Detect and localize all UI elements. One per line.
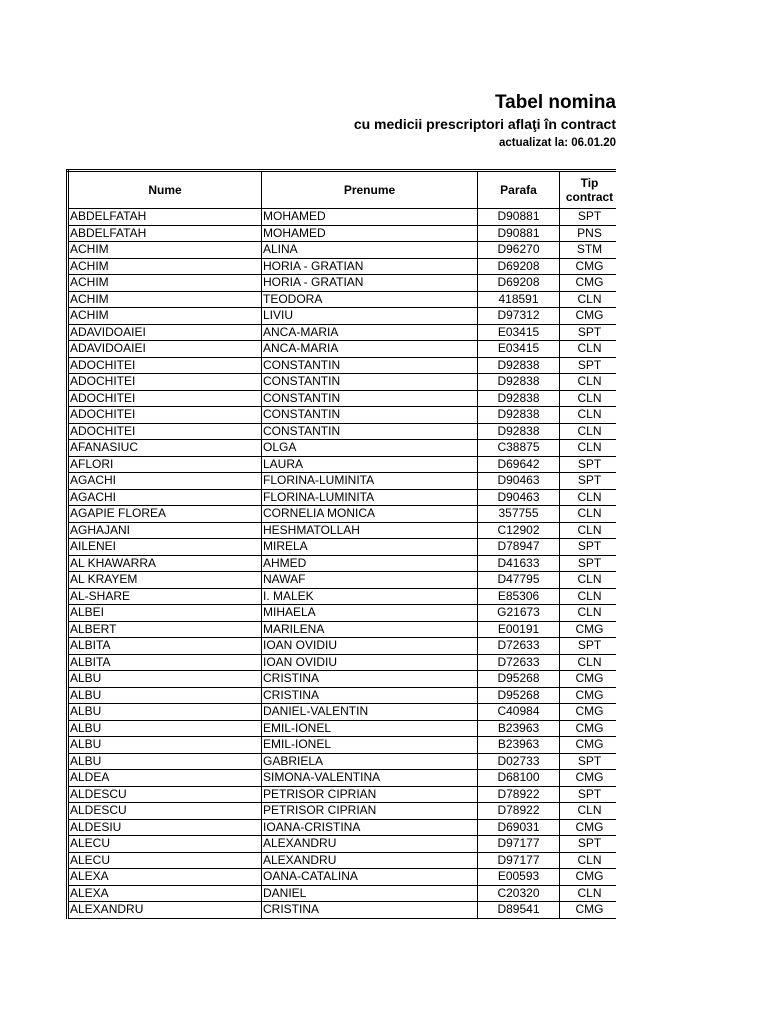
cell-nume: ALECU	[68, 852, 262, 869]
cell-nume: ALBEI	[68, 605, 262, 622]
cell-prenume: CRISTINA	[262, 687, 478, 704]
cell-nume: AGACHI	[68, 473, 262, 490]
cell-nume: ALDESIU	[68, 819, 262, 836]
cell-prenume: OANA-CATALINA	[262, 869, 478, 886]
cell-tip-contract: CMG	[560, 258, 617, 275]
column-header-prenume: Prenume	[262, 171, 478, 209]
update-date: actualizat la: 06.01.20	[499, 137, 616, 149]
cell-nume: ACHIM	[68, 308, 262, 325]
table-row	[68, 489, 617, 506]
table-row	[68, 539, 617, 556]
table-row	[68, 473, 617, 490]
table-row	[68, 638, 617, 655]
cell-parafa: D78947	[478, 539, 560, 556]
cell-parafa: D90463	[478, 473, 560, 490]
cell-prenume: IOAN OVIDIU	[262, 654, 478, 671]
cell-parafa: E03415	[478, 341, 560, 358]
table-row	[68, 407, 617, 424]
cell-parafa: D97177	[478, 852, 560, 869]
cell-prenume: ALEXANDRU	[262, 836, 478, 853]
cell-tip-contract: CMG	[560, 308, 617, 325]
cell-nume: ALECU	[68, 836, 262, 853]
cell-nume: ALEXANDRU	[68, 902, 262, 919]
cell-parafa: D97177	[478, 836, 560, 853]
table-row	[68, 275, 617, 292]
cell-nume: AL KHAWARRA	[68, 555, 262, 572]
cell-nume: AL KRAYEM	[68, 572, 262, 589]
table-row	[68, 885, 617, 902]
cell-nume: ADOCHITEI	[68, 423, 262, 440]
table-row	[68, 357, 617, 374]
cell-nume: AFLORI	[68, 456, 262, 473]
cell-nume: ALBU	[68, 704, 262, 721]
cell-parafa: 418591	[478, 291, 560, 308]
cell-prenume: CORNELIA MONICA	[262, 506, 478, 523]
cell-prenume: CONSTANTIN	[262, 407, 478, 424]
cell-tip-contract: SPT	[560, 836, 617, 853]
table-row	[68, 687, 617, 704]
cell-parafa: D69208	[478, 258, 560, 275]
cell-tip-contract: SPT	[560, 456, 617, 473]
cell-nume: ACHIM	[68, 258, 262, 275]
cell-prenume: CRISTINA	[262, 671, 478, 688]
cell-prenume: MOHAMED	[262, 209, 478, 226]
table-row	[68, 291, 617, 308]
cell-nume: ACHIM	[68, 275, 262, 292]
cell-prenume: IOAN OVIDIU	[262, 638, 478, 655]
cell-tip-contract: CMG	[560, 737, 617, 754]
cell-tip-contract: CLN	[560, 374, 617, 391]
cell-parafa: C38875	[478, 440, 560, 457]
table-body	[68, 209, 617, 919]
table-row	[68, 836, 617, 853]
cell-tip-contract: SPT	[560, 473, 617, 490]
cell-prenume: PETRISOR CIPRIAN	[262, 803, 478, 820]
table-row	[68, 456, 617, 473]
cell-tip-contract: CMG	[560, 819, 617, 836]
cell-nume: ALBU	[68, 671, 262, 688]
cell-tip-contract: CMG	[560, 869, 617, 886]
cell-nume: ALDEA	[68, 770, 262, 787]
table-row	[68, 506, 617, 523]
cell-parafa: C12902	[478, 522, 560, 539]
cell-parafa: D78922	[478, 786, 560, 803]
table-row	[68, 225, 617, 242]
cell-nume: AGACHI	[68, 489, 262, 506]
page-title: Tabel nomina	[494, 92, 616, 113]
cell-tip-contract: SPT	[560, 357, 617, 374]
cell-tip-contract: CLN	[560, 522, 617, 539]
cell-parafa: C40984	[478, 704, 560, 721]
cell-tip-contract: CLN	[560, 588, 617, 605]
cell-parafa: D90463	[478, 489, 560, 506]
cell-nume: AILENEI	[68, 539, 262, 556]
cell-prenume: ANCA-MARIA	[262, 324, 478, 341]
cell-nume: ADOCHITEI	[68, 374, 262, 391]
cell-prenume: OLGA	[262, 440, 478, 457]
cell-tip-contract: SPT	[560, 209, 617, 226]
table-row	[68, 671, 617, 688]
table-row	[68, 621, 617, 638]
cell-nume: ADOCHITEI	[68, 407, 262, 424]
cell-prenume: NAWAF	[262, 572, 478, 589]
cell-tip-contract: CLN	[560, 423, 617, 440]
cell-parafa: D97312	[478, 308, 560, 325]
cell-parafa: D92838	[478, 357, 560, 374]
cell-tip-contract: CMG	[560, 275, 617, 292]
cell-prenume: CONSTANTIN	[262, 423, 478, 440]
table-row	[68, 555, 617, 572]
cell-nume: AGAPIE FLOREA	[68, 506, 262, 523]
cell-tip-contract: SPT	[560, 324, 617, 341]
table-row	[68, 572, 617, 589]
cell-nume: ACHIM	[68, 242, 262, 259]
doctors-table-container	[66, 169, 616, 919]
column-header-nume: Nume	[68, 171, 262, 209]
cell-tip-contract: CLN	[560, 407, 617, 424]
table-row	[68, 902, 617, 919]
table-row	[68, 720, 617, 737]
cell-tip-contract: PNS	[560, 225, 617, 242]
cell-tip-contract: SPT	[560, 539, 617, 556]
table-row	[68, 704, 617, 721]
cell-parafa: D41633	[478, 555, 560, 572]
cell-prenume: ALEXANDRU	[262, 852, 478, 869]
cell-nume: ALBU	[68, 737, 262, 754]
cell-nume: ALBERT	[68, 621, 262, 638]
cell-parafa: D69642	[478, 456, 560, 473]
cell-tip-contract: CLN	[560, 572, 617, 589]
cell-tip-contract: CMG	[560, 902, 617, 919]
cell-tip-contract: CLN	[560, 440, 617, 457]
cell-nume: ABDELFATAH	[68, 225, 262, 242]
cell-prenume: IOANA-CRISTINA	[262, 819, 478, 836]
cell-nume: ALBU	[68, 720, 262, 737]
cell-prenume: EMIL-IONEL	[262, 737, 478, 754]
cell-prenume: SIMONA-VALENTINA	[262, 770, 478, 787]
cell-prenume: ANCA-MARIA	[262, 341, 478, 358]
cell-tip-contract: SPT	[560, 786, 617, 803]
cell-tip-contract: CMG	[560, 671, 617, 688]
cell-tip-contract: CMG	[560, 770, 617, 787]
table-row	[68, 654, 617, 671]
cell-nume: ALBITA	[68, 638, 262, 655]
table-row	[68, 588, 617, 605]
table-row	[68, 737, 617, 754]
cell-prenume: ALINA	[262, 242, 478, 259]
cell-parafa: D89541	[478, 902, 560, 919]
cell-tip-contract: SPT	[560, 638, 617, 655]
cell-nume: ALDESCU	[68, 803, 262, 820]
cell-nume: ALBU	[68, 753, 262, 770]
table-row	[68, 852, 617, 869]
cell-parafa: 357755	[478, 506, 560, 523]
cell-tip-contract: SPT	[560, 753, 617, 770]
cell-tip-contract: CLN	[560, 341, 617, 358]
cell-nume: ALEXA	[68, 885, 262, 902]
cell-tip-contract: CLN	[560, 489, 617, 506]
table-row	[68, 803, 617, 820]
cell-parafa: D95268	[478, 671, 560, 688]
cell-tip-contract: CLN	[560, 605, 617, 622]
cell-tip-contract: CLN	[560, 654, 617, 671]
cell-prenume: MIHAELA	[262, 605, 478, 622]
cell-prenume: HORIA - GRATIAN	[262, 275, 478, 292]
page-subtitle: cu medicii prescriptori aflaţi în contract	[353, 116, 616, 132]
cell-parafa: D72633	[478, 654, 560, 671]
cell-parafa: D90881	[478, 225, 560, 242]
cell-nume: ALBU	[68, 687, 262, 704]
cell-nume: AL-SHARE	[68, 588, 262, 605]
cell-tip-contract: CMG	[560, 720, 617, 737]
cell-tip-contract: CLN	[560, 506, 617, 523]
cell-tip-contract: CLN	[560, 803, 617, 820]
cell-parafa: D96270	[478, 242, 560, 259]
cell-prenume: AHMED	[262, 555, 478, 572]
cell-prenume: FLORINA-LUMINITA	[262, 473, 478, 490]
cell-prenume: HESHMATOLLAH	[262, 522, 478, 539]
table-row	[68, 440, 617, 457]
table-row	[68, 786, 617, 803]
column-header-parafa: Parafa	[478, 171, 560, 209]
cell-nume: ADOCHITEI	[68, 390, 262, 407]
table-row	[68, 324, 617, 341]
cell-tip-contract: CLN	[560, 291, 617, 308]
cell-tip-contract: CMG	[560, 687, 617, 704]
cell-prenume: PETRISOR CIPRIAN	[262, 786, 478, 803]
cell-tip-contract: CLN	[560, 852, 617, 869]
cell-nume: AGHAJANI	[68, 522, 262, 539]
cell-prenume: EMIL-IONEL	[262, 720, 478, 737]
table-row	[68, 522, 617, 539]
table-row	[68, 374, 617, 391]
column-header-tip-contract: Tip contract	[560, 171, 617, 209]
cell-parafa: D69031	[478, 819, 560, 836]
cell-prenume: MARILENA	[262, 621, 478, 638]
cell-prenume: HORIA - GRATIAN	[262, 258, 478, 275]
cell-prenume: LAURA	[262, 456, 478, 473]
cell-tip-contract: CLN	[560, 885, 617, 902]
cell-parafa: D95268	[478, 687, 560, 704]
table-row	[68, 605, 617, 622]
cell-parafa: D78922	[478, 803, 560, 820]
cell-parafa: D92838	[478, 390, 560, 407]
cell-prenume: MIRELA	[262, 539, 478, 556]
cell-prenume: FLORINA-LUMINITA	[262, 489, 478, 506]
cell-prenume: CONSTANTIN	[262, 390, 478, 407]
cell-parafa: D92838	[478, 423, 560, 440]
cell-parafa: D02733	[478, 753, 560, 770]
cell-prenume: MOHAMED	[262, 225, 478, 242]
cell-parafa: E85306	[478, 588, 560, 605]
cell-prenume: CONSTANTIN	[262, 374, 478, 391]
cell-nume: ADAVIDOAIEI	[68, 324, 262, 341]
table-row	[68, 341, 617, 358]
table-row	[68, 308, 617, 325]
table-row	[68, 390, 617, 407]
cell-nume: ADOCHITEI	[68, 357, 262, 374]
cell-prenume: I. MALEK	[262, 588, 478, 605]
doctors-table	[66, 169, 616, 919]
cell-parafa: B23963	[478, 720, 560, 737]
cell-nume: ALBITA	[68, 654, 262, 671]
cell-nume: ALDESCU	[68, 786, 262, 803]
cell-parafa: E03415	[478, 324, 560, 341]
cell-parafa: B23963	[478, 737, 560, 754]
cell-prenume: DANIEL	[262, 885, 478, 902]
table-header-row	[68, 171, 617, 209]
table-row	[68, 258, 617, 275]
cell-nume: ACHIM	[68, 291, 262, 308]
cell-parafa: E00593	[478, 869, 560, 886]
cell-parafa: E00191	[478, 621, 560, 638]
cell-prenume: GABRIELA	[262, 753, 478, 770]
table-row	[68, 242, 617, 259]
cell-prenume: TEODORA	[262, 291, 478, 308]
cell-parafa: D92838	[478, 374, 560, 391]
cell-parafa: D68100	[478, 770, 560, 787]
cell-tip-contract: CMG	[560, 704, 617, 721]
table-row	[68, 753, 617, 770]
cell-nume: ALEXA	[68, 869, 262, 886]
cell-prenume: DANIEL-VALENTIN	[262, 704, 478, 721]
table-row	[68, 423, 617, 440]
cell-parafa: D92838	[478, 407, 560, 424]
table-row	[68, 770, 617, 787]
cell-parafa: D47795	[478, 572, 560, 589]
cell-nume: AFANASIUC	[68, 440, 262, 457]
cell-tip-contract: CMG	[560, 621, 617, 638]
cell-parafa: D72633	[478, 638, 560, 655]
table-row	[68, 819, 617, 836]
cell-nume: ABDELFATAH	[68, 209, 262, 226]
cell-parafa: G21673	[478, 605, 560, 622]
cell-tip-contract: STM	[560, 242, 617, 259]
cell-parafa: D69208	[478, 275, 560, 292]
cell-nume: ADAVIDOAIEI	[68, 341, 262, 358]
cell-tip-contract: CLN	[560, 390, 617, 407]
cell-prenume: CONSTANTIN	[262, 357, 478, 374]
cell-tip-contract: SPT	[560, 555, 617, 572]
cell-prenume: LIVIU	[262, 308, 478, 325]
table-row	[68, 209, 617, 226]
cell-prenume: CRISTINA	[262, 902, 478, 919]
cell-parafa: D90881	[478, 209, 560, 226]
cell-parafa: C20320	[478, 885, 560, 902]
table-row	[68, 869, 617, 886]
